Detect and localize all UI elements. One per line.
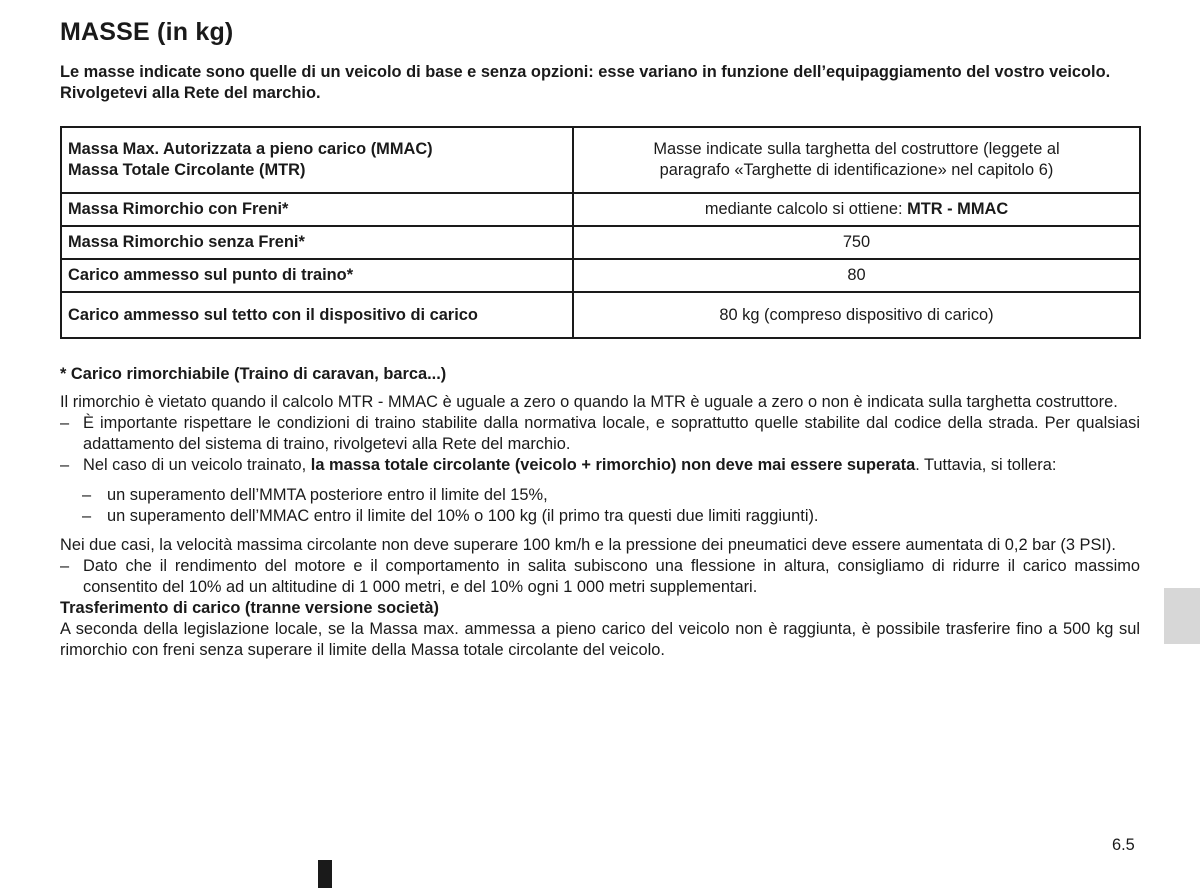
footnote-section <box>60 364 1140 661</box>
list-item-bold-text: la massa totale circolante (veicolo + rimorchio) non deve mai essere superata <box>310 456 916 474</box>
list-item-text: . Tuttavia, si tollera: <box>915 456 1057 474</box>
table-value-cell <box>573 193 1140 226</box>
chapter-tab <box>1164 588 1200 644</box>
brakes-label: Massa Rimorchio con Freni* <box>61 193 573 226</box>
mmac-value-line2: paragrafo «Targhette di identificazione» nel capitolo 6) <box>659 161 1054 179</box>
sub-list-item-text: un superamento dell’MMTA posteriore entro il limite del 15%, <box>107 486 548 504</box>
transfer-title: Trasferimento di carico (tranne versione società) <box>60 599 439 617</box>
mass-table <box>60 126 1141 339</box>
crop-mark <box>318 860 332 888</box>
table-value-cell <box>573 127 1140 193</box>
sub-list-item-text: un superamento dell’MMAC entro il limite del 10% o 100 kg (il primo tra questi due limiti raggiunti). <box>107 507 819 525</box>
list-item-text: Nel caso di un veicolo trainato, <box>83 456 311 474</box>
dash-bullet: – <box>82 507 92 525</box>
table-row <box>61 193 1140 226</box>
paragraph: Nei due casi, la velocità massima circolante non deve superare 100 km/h e la pressione dei pneumatici deve essere aumentata di 0,2 bar (3 PSI). <box>60 536 1116 554</box>
mmac-label: Massa Max. Autorizzata a pieno carico (MMAC) <box>68 140 433 158</box>
list-item-text: Dato che il rendimento del motore e il comportamento in salita subiscono una flessione in altura, consigliamo di ridurre il carico massimo consentito del 10% ad un altitudine di 1 000 metri, e del 10% ogni 1 000 metri supplementari. <box>83 557 1140 596</box>
dash-bullet: – <box>82 486 92 504</box>
brakes-value-prefix: mediante calcolo si ottiene: <box>704 200 908 218</box>
roof-load-label: Carico ammesso sul tetto con il dispositivo di carico <box>61 292 573 338</box>
sub-list-item <box>60 506 1140 527</box>
table-row <box>61 226 1140 259</box>
tow-point-label: Carico ammesso sul punto di traino* <box>61 259 573 292</box>
mtr-label: Massa Totale Circolante (MTR) <box>68 161 306 179</box>
dash-bullet: – <box>60 557 70 575</box>
table-row <box>61 127 1140 193</box>
table-row <box>61 259 1140 292</box>
paragraph: Il rimorchio è vietato quando il calcolo MTR - MMAC è uguale a zero o quando la MTR è uguale a zero o non è indicata sulla targhetta costruttore. <box>60 393 1118 411</box>
table-row <box>61 292 1140 338</box>
list-item <box>60 455 1140 476</box>
page-number: 6.5 <box>1112 836 1135 854</box>
list-item-text: È importante rispettare le condizioni di traino stabilite dalla normativa locale, e soprattutto quelle stabilite dal codice della strada. Per qualsiasi adattamento del sistema di traino, rivolgetevi alla Rete del marchio. <box>83 414 1140 453</box>
table-label-cell <box>61 127 573 193</box>
transfer-text: A seconda della legislazione locale, se la Massa max. ammessa a pieno carico del veicolo non è raggiunta, è possibile trasferire fino a 500 kg sul rimorchio con freni senza superare il limite della Massa totale circolante del veicolo. <box>60 620 1140 659</box>
list-item <box>60 556 1140 598</box>
tow-point-value: 80 <box>573 259 1140 292</box>
no-brakes-label: Massa Rimorchio senza Freni* <box>61 226 573 259</box>
dash-bullet: – <box>60 414 70 432</box>
no-brakes-value: 750 <box>573 226 1140 259</box>
list-item <box>60 413 1140 455</box>
dash-bullet: – <box>60 456 70 474</box>
sub-list-item <box>60 485 1140 506</box>
roof-load-value: 80 kg (compreso dispositivo di carico) <box>573 292 1140 338</box>
mmac-value-line1: Masse indicate sulla targhetta del costruttore (leggete al <box>653 140 1060 158</box>
page-title: MASSE (in kg) <box>60 18 234 46</box>
intro-text: Le masse indicate sono quelle di un veicolo di base e senza opzioni: esse variano in funzione dell’equipaggiamento del vostro veicolo. Rivolgetevi alla Rete del marchio. <box>60 63 1111 102</box>
footnote-title: * Carico rimorchiabile (Traino di caravan, barca...) <box>60 365 447 383</box>
brakes-value-formula: MTR - MMAC <box>907 200 1009 218</box>
